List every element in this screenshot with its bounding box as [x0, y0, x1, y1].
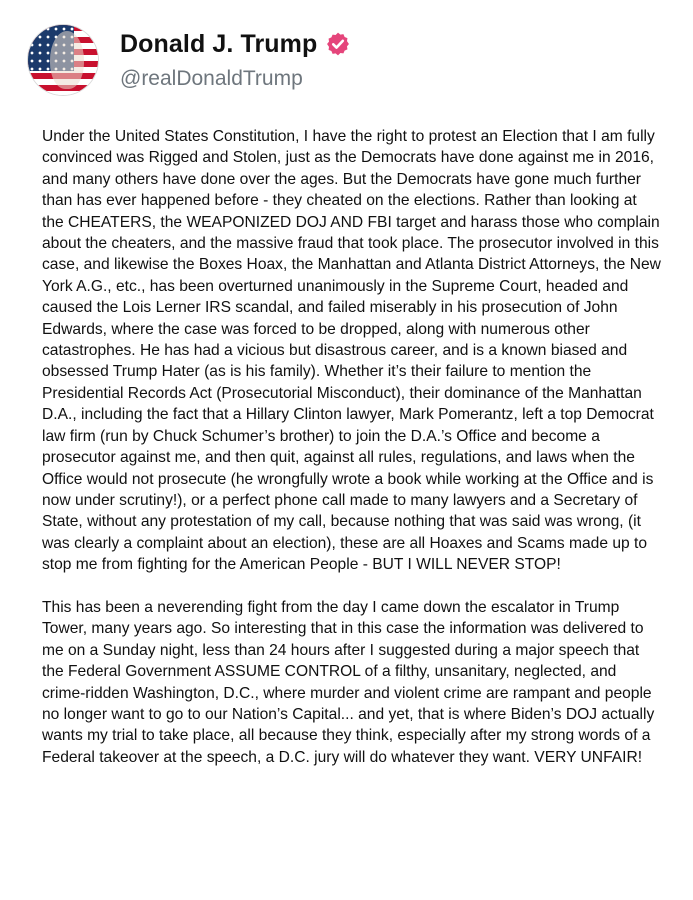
post-header — [28, 20, 351, 100]
post-paragraph: This has been a neverending fight from the day I came down the escalator in Trump Tower, many years ago. So interesting that in this case the information was delivered to me on a Sunday night, less than 24 hours after I suggested during a major speech that the Federal Government ASSUME CONTROL of a filthy, unsanitary, neglected, and crime-ridden Washington, D.C., where murder and violent crime are rampant and people no longer want to go to our Nation’s Capital... and yet, that is where Biden’s DOJ actually wants my trial to take place, all because they think, especially after my strong words of a Federal takeover at the speech, a D.C. jury will do whatever they want. VERY UNFAIR! — [42, 598, 655, 766]
author-handle[interactable]: @realDonaldTrump — [120, 66, 303, 90]
verified-badge-icon — [325, 31, 351, 57]
avatar-portrait — [50, 31, 84, 89]
author-display-name[interactable]: Donald J. Trump — [120, 29, 318, 58]
post-body — [42, 126, 662, 790]
author-info — [120, 30, 351, 91]
post-paragraph: Under the United States Constitution, I have the right to protest an Election that I am fully convinced was Rigged and Stolen, just as the Democrats have done against me in 2016, and many others have done over the ages. But the Democrats have gone much further than has ever happened before - they cheated on the elections. Rather than looking at the CHEATERS, the WEAPONIZED DOJ AND FBI target and harass those who complain about the cheaters, and the massive fraud that took place. The prosecutor involved in this case, and likewise the Boxes Hoax, the Manhattan and Atlanta District Attorneys, the New York A.G., etc., has been overturned unanimously in the Supreme Court, headed and caused the Lois Lerner IRS scandal, and failed miserably in his prosecution of John Edwards, where the case was forced to be dropped, along with numerous other catastrophes. He has had a vicious but disastrous career, and is a known biased and obsessed Trump Hater (as is his family). Whether it’s their failure to mention the Presidential Records Act (Prosecutorial Misconduct), their dominance of the Manhattan D.A., including the fact that a Hillary Clinton lawyer, Mark Pomerantz, left a top Democrat law firm (run by Chuck Schumer’s brother) to join the D.A.’s Office and become a prosecutor against me, and then quit, against all rules, regulations, and laws when the Office would not prosecute (he wrongfully wrote a book while working at the Office and is now under scrutiny!), or a perfect phone call made to many lawyers and a Secretary of State, without any protestation of my call, because nothing that was said was wrong, (it was clearly a complaint about an election), these are all Hoaxes and Scams made up to stop me from fighting for the American People - BUT I WILL NEVER STOP! — [42, 128, 661, 574]
avatar[interactable] — [28, 25, 98, 95]
name-row — [120, 30, 351, 59]
